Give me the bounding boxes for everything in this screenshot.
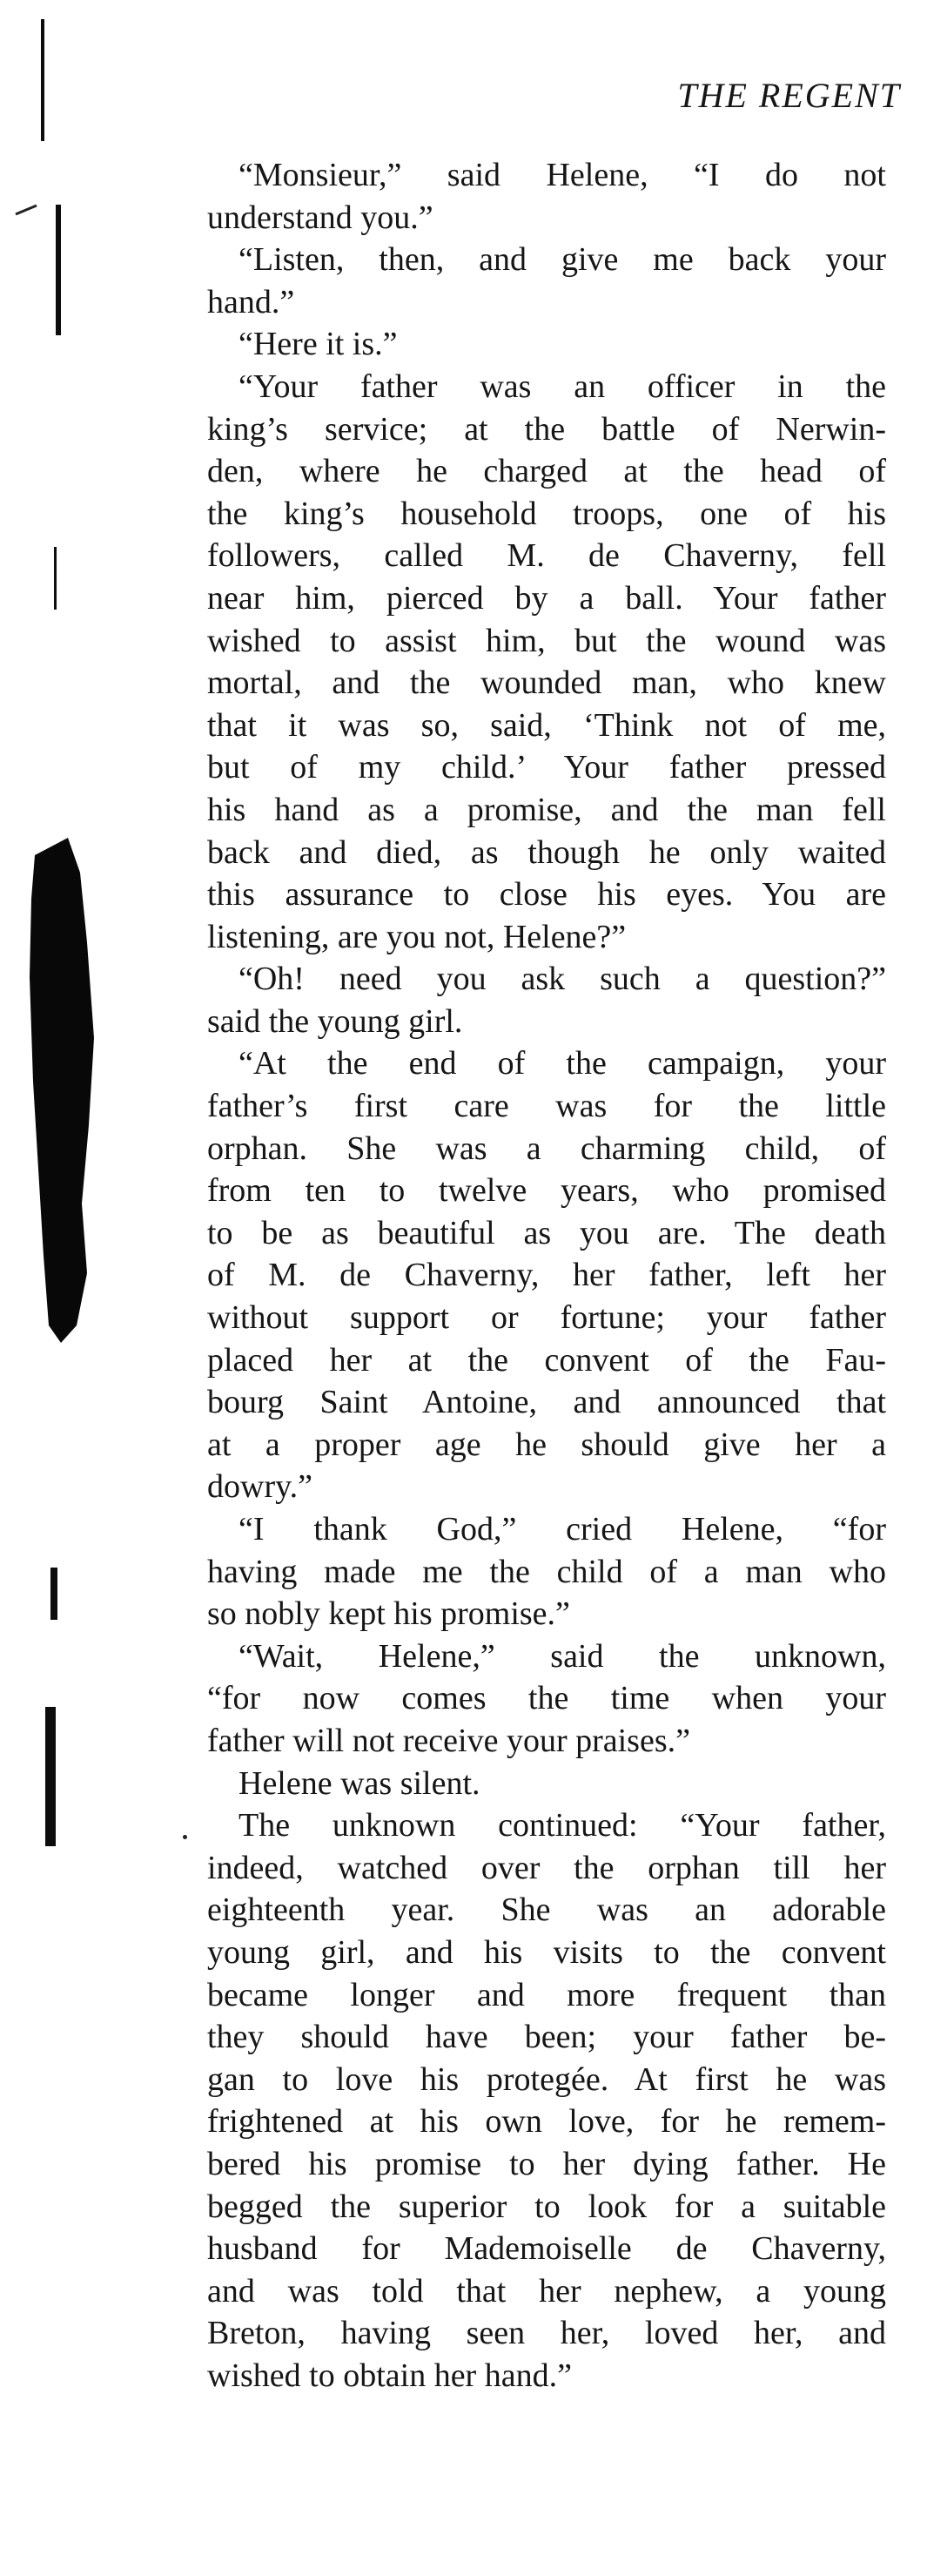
text-line: from ten to twelve years, who promised [207,1172,886,1210]
text-line: begged the superior to look for a suitable [207,2188,886,2225]
text-line: that it was so, said, ‘Think not of me, [207,706,886,744]
margin-thin-mark [54,547,57,610]
text-line: Helene was silent. [238,1764,480,1802]
text-line: father will not receive your praises.” [207,1722,690,1759]
text-line: wished to obtain her hand.” [207,2357,572,2394]
text-line: back and died, as though he only waited [207,833,886,871]
text-line: den, where he charged at the head of [207,453,886,490]
text-line: “Monsieur,” said Helene, “I do not [238,157,886,193]
text-line: and was told that her nephew, a young [207,2272,886,2310]
text-line: king’s service; at the battle of Nerwin- [207,410,886,448]
running-head: THE REGENT [677,76,901,115]
text-line: without support or fortune; your father [207,1299,886,1337]
margin-bar-mark [56,205,61,335]
text-line: Breton, having seen her, loved her, and [207,2315,886,2352]
text-line: of M. de Chaverny, her father, left her [207,1257,886,1294]
text-line: “Oh! need you ask such a question?” [238,961,886,998]
text-line: said the young girl. [207,1002,463,1040]
text-line: gan to love his protegée. At first he was [207,2060,886,2098]
text-line: “Wait, Helene,” said the unknown, [238,1637,886,1675]
text-line: dowry.” [207,1468,312,1506]
text-line: near him, pierced by a ball. Your father [207,579,886,617]
text-line: listening, are you not, Helene?” [207,918,627,955]
text-line: wished to assist him, but the wound was [207,622,886,659]
text-line: father’s first care was for the little [207,1088,886,1125]
margin-ink-blot [26,838,96,1343]
text-line: “Your father was an officer in the [238,368,886,405]
text-line: this assurance to close his eyes. You are [207,876,886,914]
text-line: followers, called M. de Chaverny, fell [207,537,886,575]
margin-tick-mark [14,202,40,216]
text-line: having made me the child of a man who [207,1553,886,1590]
text-line: the king’s household troops, one of his [207,495,886,532]
text-line: bered his promise to her dying father. He [207,2145,886,2182]
text-line: his hand as a promise, and the man fell [207,791,886,828]
text-line: they should have been; your father be- [207,2019,886,2056]
text-line: but of my child.’ Your father pressed [207,749,886,786]
text-line: frightened at his own love, for he remem- [207,2103,886,2141]
text-line: became longer and more frequent than [207,1976,886,2013]
margin-short-mark [50,1568,57,1620]
text-line: so nobly kept his promise.” [207,1595,570,1633]
text-line: “Here it is.” [238,326,398,363]
margin-bar-mark-lower [45,1707,56,1846]
text-line: The unknown continued: “Your father, [238,1807,886,1844]
text-line: “for now comes the time when your [207,1680,886,1717]
text-line: bourg Saint Antoine, and announced that [207,1384,886,1421]
body-text [207,154,886,2397]
text-line: eighteenth year. She was an adorable [207,1892,886,1929]
text-line: mortal, and the wounded man, who knew [207,664,886,702]
text-line: placed her at the convent of the Fau- [207,1341,886,1379]
margin-dot [183,1835,187,1839]
text-line: at a proper age he should give her a [207,1426,886,1463]
text-line: to be as beautiful as you are. The death [207,1214,886,1251]
text-line: indeed, watched over the orphan till her [207,1849,886,1886]
margin-line-mark [41,19,44,141]
text-line: “I thank God,” cried Helene, “for [238,1511,886,1548]
text-line: hand.” [207,283,295,320]
text-line: “At the end of the campaign, your [238,1045,886,1082]
text-line: “Listen, then, and give me back your [238,241,886,279]
text-line: young girl, and his visits to the convent [207,1933,886,1971]
text-line: orphan. She was a charming child, of [207,1130,886,1167]
text-line: understand you.” [207,199,433,236]
text-line: husband for Mademoiselle de Chaverny, [207,2230,886,2268]
